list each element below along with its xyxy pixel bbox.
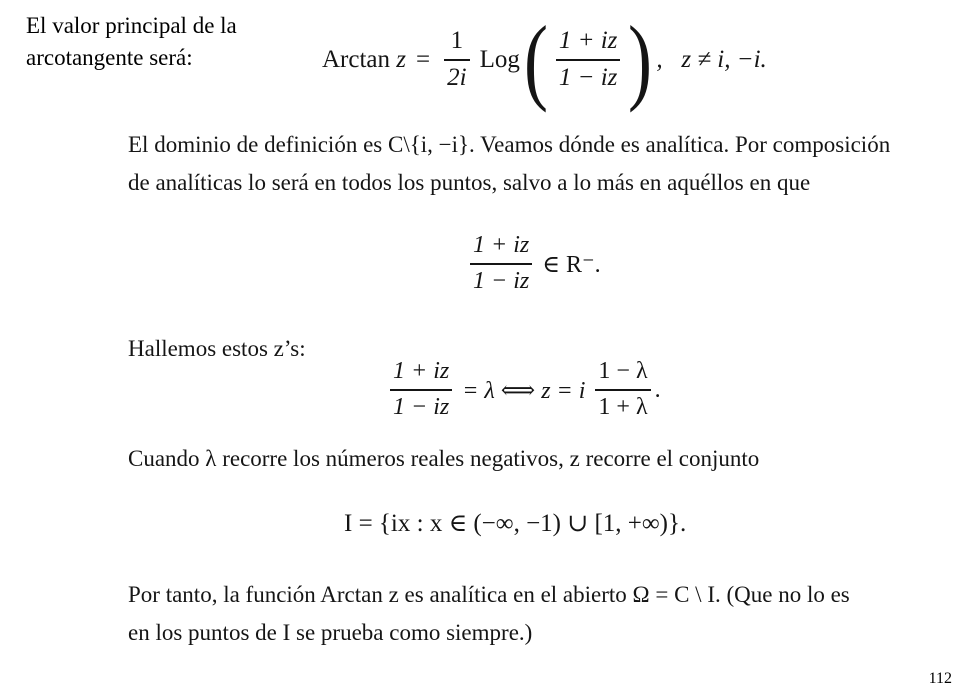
rhs-numerator: 1 − λ (598, 358, 648, 385)
domain-line-1: El dominio de definición es C\{i, −i}. Veamos dónde es analítica. Por composición (128, 132, 891, 157)
fraction-denominator: 2i (447, 64, 467, 91)
arctan-label: Arctan (322, 46, 391, 73)
domain-condition: , z ≠ i, −i. (656, 46, 767, 73)
one-over-2i-fraction (444, 27, 469, 93)
equivalence-period: . (654, 376, 661, 403)
lhs-denominator: 1 − iz (393, 394, 450, 420)
lhs-bar (390, 389, 452, 391)
log-label: Log (479, 46, 520, 73)
lambda-paragraph: Cuando λ recorre los números reales negativos, z recorre el conjunto (128, 446, 760, 471)
rhs-bar (595, 389, 650, 391)
log-arg-numerator: 1 + iz (558, 27, 618, 55)
condition-bar (470, 263, 532, 265)
conclusion-paragraph (128, 576, 850, 652)
equivalence-middle: = λ ⟺ z = i (462, 377, 586, 404)
domain-paragraph (128, 126, 890, 202)
lambda-equivalence (386, 352, 661, 428)
equals-sign: = (416, 46, 431, 73)
lhs-numerator: 1 + iz (393, 358, 450, 385)
condition-numerator: 1 + iz (473, 232, 530, 259)
rhs-denominator: 1 + λ (598, 394, 648, 420)
title-line-2: arcotangente será: (26, 45, 193, 70)
page-number: 112 (928, 670, 952, 687)
set-I-definition: I = {ix : x ∈ (−∞, −1) ∪ [1, +∞)}. (344, 510, 687, 537)
slide-title (26, 10, 237, 74)
log-argument-fraction (556, 27, 621, 93)
conclusion-line-1: Por tanto, la función Arctan z es analítica en el abierto Ω = C \ I. (Que no lo es (128, 582, 850, 607)
title-line-1: El valor principal de la (26, 13, 237, 38)
conclusion-line-2: en los puntos de I se prueba como siempre.) (128, 620, 533, 645)
negative-reals-condition (466, 226, 601, 302)
left-paren: ( (523, 6, 548, 113)
right-paren: ) (628, 6, 653, 113)
find-z-text: Hallemos estos z’s: (128, 336, 306, 361)
log-arg-denominator: 1 − iz (558, 64, 618, 91)
domain-line-2: de analíticas lo será en todos los puntos, salvo a lo más en aquéllos en que (128, 170, 811, 195)
fraction-bar (444, 59, 469, 61)
log-arg-bar (556, 59, 621, 61)
lhs-fraction (390, 358, 452, 421)
fraction-numerator: 1 (450, 27, 464, 55)
condition-fraction (470, 232, 532, 295)
condition-denominator: 1 − iz (473, 268, 530, 294)
rhs-fraction (595, 358, 650, 421)
arctan-variable: z (396, 46, 407, 73)
condition-relation: ∈ R⁻. (542, 251, 601, 278)
arctan-formula (322, 6, 767, 113)
